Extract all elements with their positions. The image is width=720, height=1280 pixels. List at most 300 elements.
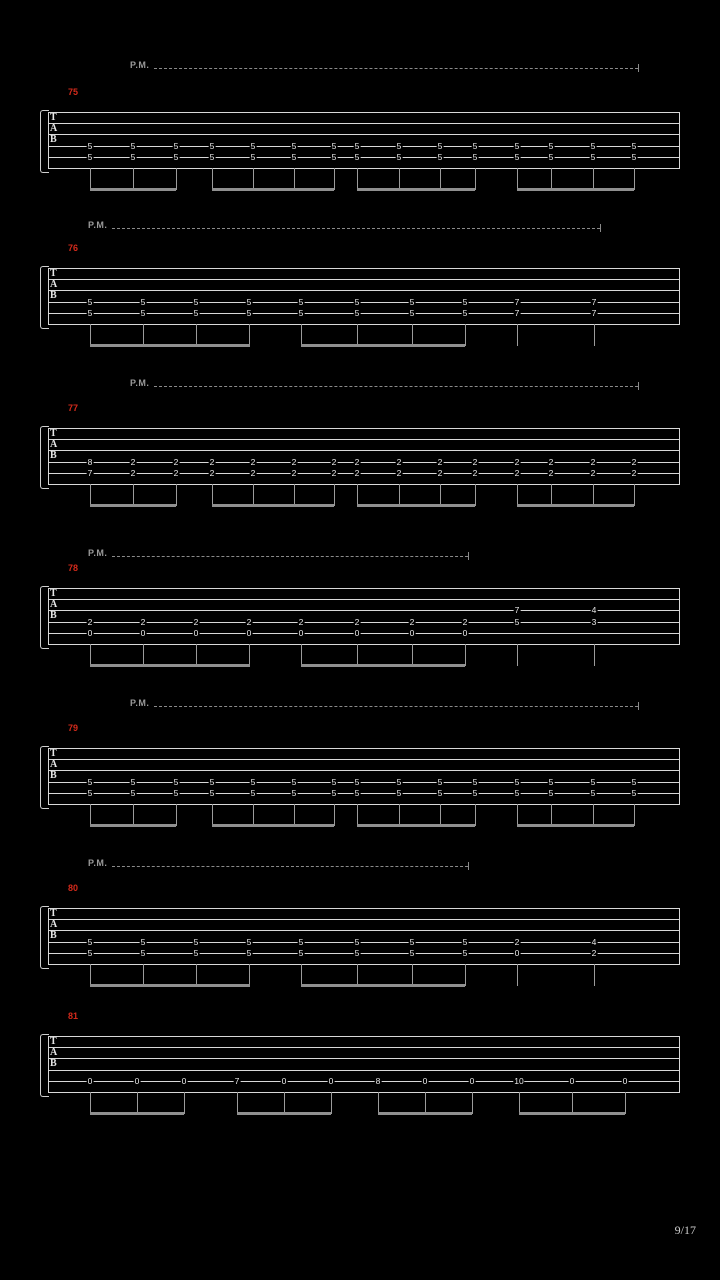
note-stem (294, 168, 295, 190)
note-stem (90, 804, 91, 826)
note-beam (90, 664, 250, 667)
note-beam (378, 1112, 472, 1115)
fret-number: 5 (354, 307, 360, 318)
tab-letter: B (50, 134, 57, 146)
note-stem (357, 168, 358, 190)
note-stem (594, 964, 595, 986)
note-stem (378, 1092, 379, 1114)
tab-letter: A (50, 919, 58, 931)
fret-number: 4 (591, 605, 597, 616)
fret-number: 2 (462, 616, 468, 627)
fret-number: 2 (590, 467, 596, 478)
fret-number: 5 (193, 296, 199, 307)
note-beam (519, 1112, 625, 1115)
palm-mute-label: P.M. (130, 60, 150, 70)
fret-number: 5 (472, 787, 478, 798)
fret-number: 5 (246, 296, 252, 307)
note-stem (133, 168, 134, 190)
note-stem (334, 484, 335, 506)
fret-number: 5 (437, 787, 443, 798)
staff-line (48, 157, 680, 158)
fret-number: 5 (354, 936, 360, 947)
fret-number: 2 (437, 456, 443, 467)
barline-right (679, 908, 680, 964)
staff-line (48, 782, 680, 783)
palm-mute-label: P.M. (88, 858, 108, 868)
barline-right (679, 268, 680, 324)
note-beam (90, 188, 176, 191)
fret-number: 5 (590, 140, 596, 151)
note-stem (357, 484, 358, 506)
fret-number: 5 (548, 151, 554, 162)
palm-mute-label: P.M. (88, 220, 108, 230)
staff-line (48, 290, 680, 291)
fret-number: 5 (514, 787, 520, 798)
barline-left (48, 112, 49, 168)
note-stem (143, 644, 144, 666)
fret-number: 5 (354, 140, 360, 151)
fret-number: 5 (193, 936, 199, 947)
fret-number: 2 (291, 456, 297, 467)
fret-number: 5 (354, 947, 360, 958)
staff-line (48, 473, 680, 474)
note-beam (90, 1112, 184, 1115)
fret-number: 5 (472, 776, 478, 787)
note-stem (253, 804, 254, 826)
note-stem (137, 1092, 138, 1114)
tab-letter: A (50, 759, 58, 771)
staff-line (48, 1058, 680, 1059)
fret-number: 5 (331, 151, 337, 162)
barline-left (48, 908, 49, 964)
fret-number: 5 (631, 787, 637, 798)
fret-number: 5 (193, 947, 199, 958)
note-stem (517, 168, 518, 190)
note-stem (475, 804, 476, 826)
tab-letter: B (50, 1058, 57, 1070)
fret-number: 5 (173, 787, 179, 798)
fret-number: 5 (140, 296, 146, 307)
staff-line (48, 146, 680, 147)
fret-number: 2 (173, 467, 179, 478)
note-stem (399, 804, 400, 826)
note-stem (517, 324, 518, 346)
note-beam (90, 984, 250, 987)
note-stem (475, 484, 476, 506)
barline-left (48, 268, 49, 324)
fret-number: 5 (246, 936, 252, 947)
fret-number: 5 (514, 616, 520, 627)
fret-number: 5 (87, 296, 93, 307)
staff-line (48, 484, 680, 485)
fret-number: 2 (354, 616, 360, 627)
fret-number: 5 (590, 787, 596, 798)
staff-line (48, 279, 680, 280)
measure-number: 75 (68, 87, 79, 97)
fret-number: 0 (193, 627, 199, 638)
fret-number: 5 (291, 151, 297, 162)
note-stem (176, 804, 177, 826)
note-stem (594, 324, 595, 346)
tab-letter: T (50, 112, 57, 123)
palm-mute-dashed-line (112, 228, 600, 229)
fret-number: 5 (409, 936, 415, 947)
note-stem (475, 168, 476, 190)
note-beam (237, 1112, 331, 1115)
note-stem (133, 484, 134, 506)
fret-number: 5 (209, 151, 215, 162)
fret-number: 5 (87, 151, 93, 162)
fret-number: 5 (409, 296, 415, 307)
note-stem (399, 484, 400, 506)
note-stem (253, 168, 254, 190)
tab-letter: B (50, 450, 57, 462)
palm-mute-label: P.M. (130, 698, 150, 708)
fret-number: 5 (472, 140, 478, 151)
tab-letter: A (50, 439, 58, 451)
fret-number: 2 (130, 467, 136, 478)
tab-letter: A (50, 123, 58, 135)
note-stem (412, 644, 413, 666)
note-stem (517, 804, 518, 826)
palm-mute-label: P.M. (130, 378, 150, 388)
barline-right (679, 588, 680, 644)
note-stem (634, 484, 635, 506)
fret-number: 2 (409, 616, 415, 627)
note-stem (440, 168, 441, 190)
fret-number: 5 (298, 296, 304, 307)
tab-staff (48, 748, 680, 805)
fret-number: 0 (462, 627, 468, 638)
note-stem (465, 964, 466, 986)
staff-line (48, 123, 680, 124)
barline-left (48, 748, 49, 804)
palm-mute-dashed-line (112, 866, 468, 867)
note-stem (517, 484, 518, 506)
fret-number: 5 (87, 787, 93, 798)
fret-number: 5 (250, 787, 256, 798)
fret-number: 7 (591, 296, 597, 307)
fret-number: 0 (328, 1075, 334, 1086)
note-stem (212, 804, 213, 826)
fret-number: 0 (422, 1075, 428, 1086)
fret-number: 5 (462, 296, 468, 307)
fret-number: 5 (298, 307, 304, 318)
tab-letter: T (50, 748, 57, 759)
fret-number: 5 (298, 947, 304, 958)
fret-number: 5 (590, 151, 596, 162)
note-stem (357, 804, 358, 826)
fret-number: 2 (209, 456, 215, 467)
fret-number: 5 (331, 140, 337, 151)
note-stem (176, 484, 177, 506)
note-stem (440, 804, 441, 826)
fret-number: 2 (514, 456, 520, 467)
palm-mute-label: P.M. (88, 548, 108, 558)
note-stem (465, 644, 466, 666)
note-stem (301, 324, 302, 346)
note-beam (212, 824, 334, 827)
fret-number: 5 (548, 140, 554, 151)
fret-number: 5 (590, 776, 596, 787)
measure-number: 77 (68, 403, 79, 413)
fret-number: 2 (631, 456, 637, 467)
fret-number: 5 (250, 140, 256, 151)
fret-number: 3 (591, 616, 597, 627)
note-beam (301, 984, 465, 987)
note-stem (357, 964, 358, 986)
note-stem (196, 324, 197, 346)
barline-right (679, 1036, 680, 1092)
fret-number: 5 (437, 140, 443, 151)
fret-number: 5 (87, 776, 93, 787)
fret-number: 5 (87, 947, 93, 958)
staff-line (48, 588, 680, 589)
note-stem (357, 644, 358, 666)
staff-line (48, 804, 680, 805)
note-beam (90, 504, 176, 507)
fret-number: 10 (514, 1075, 524, 1086)
note-stem (143, 324, 144, 346)
palm-mute-end-tick (600, 224, 601, 232)
staff-line (48, 268, 680, 269)
fret-number: 5 (396, 151, 402, 162)
note-beam (212, 188, 334, 191)
note-beam (517, 504, 634, 507)
staff-line (48, 1047, 680, 1048)
fret-number: 5 (396, 776, 402, 787)
fret-number: 2 (331, 456, 337, 467)
tab-staff (48, 112, 680, 169)
staff-line (48, 462, 680, 463)
fret-number: 2 (291, 467, 297, 478)
fret-number: 2 (396, 467, 402, 478)
fret-number: 5 (173, 140, 179, 151)
note-stem (90, 484, 91, 506)
fret-number: 8 (87, 456, 93, 467)
page-number: 9/17 (674, 1223, 696, 1237)
note-beam (301, 344, 465, 347)
note-stem (294, 484, 295, 506)
note-stem (249, 964, 250, 986)
measure-number: 79 (68, 723, 79, 733)
note-stem (90, 1092, 91, 1114)
fret-number: 2 (437, 467, 443, 478)
note-beam (357, 504, 475, 507)
fret-number: 0 (409, 627, 415, 638)
staff-line (48, 748, 680, 749)
fret-number: 2 (472, 456, 478, 467)
fret-number: 5 (246, 947, 252, 958)
note-stem (143, 964, 144, 986)
note-beam (357, 824, 475, 827)
note-beam (90, 824, 176, 827)
fret-number: 5 (250, 151, 256, 162)
tab-letter: B (50, 930, 57, 942)
staff-line (48, 168, 680, 169)
fret-number: 5 (140, 947, 146, 958)
fret-number: 5 (130, 787, 136, 798)
fret-number: 7 (234, 1075, 240, 1086)
fret-number: 5 (246, 307, 252, 318)
staff-line (48, 610, 680, 611)
note-stem (212, 168, 213, 190)
fret-number: 2 (193, 616, 199, 627)
note-stem (249, 644, 250, 666)
fret-number: 0 (87, 627, 93, 638)
staff-line (48, 1092, 680, 1093)
staff-line (48, 439, 680, 440)
note-stem (593, 484, 594, 506)
fret-number: 0 (469, 1075, 475, 1086)
staff-line (48, 599, 680, 600)
palm-mute-end-tick (468, 552, 469, 560)
note-stem (249, 324, 250, 346)
note-beam (357, 188, 475, 191)
fret-number: 2 (354, 467, 360, 478)
fret-number: 5 (409, 947, 415, 958)
note-stem (634, 168, 635, 190)
fret-number: 0 (87, 1075, 93, 1086)
fret-number: 2 (514, 936, 520, 947)
fret-number: 5 (291, 787, 297, 798)
note-stem (594, 644, 595, 666)
staff-line (48, 1036, 680, 1037)
fret-number: 5 (140, 936, 146, 947)
note-stem (551, 484, 552, 506)
fret-number: 5 (130, 776, 136, 787)
fret-number: 0 (514, 947, 520, 958)
note-stem (634, 804, 635, 826)
barline-right (679, 428, 680, 484)
note-stem (90, 168, 91, 190)
fret-number: 0 (281, 1075, 287, 1086)
fret-number: 2 (514, 467, 520, 478)
tab-letter: T (50, 588, 57, 599)
palm-mute-end-tick (638, 64, 639, 72)
palm-mute-dashed-line (154, 68, 638, 69)
note-stem (90, 964, 91, 986)
fret-number: 5 (354, 776, 360, 787)
note-stem (334, 804, 335, 826)
fret-number: 5 (354, 296, 360, 307)
fret-number: 5 (354, 151, 360, 162)
note-stem (284, 1092, 285, 1114)
palm-mute-dashed-line (154, 706, 638, 707)
fret-number: 2 (631, 467, 637, 478)
note-stem (551, 804, 552, 826)
tab-letter: A (50, 599, 58, 611)
fret-number: 0 (140, 627, 146, 638)
fret-number: 5 (331, 787, 337, 798)
palm-mute-end-tick (638, 702, 639, 710)
note-stem (472, 1092, 473, 1114)
fret-number: 5 (209, 787, 215, 798)
fret-number: 5 (87, 936, 93, 947)
note-stem (196, 644, 197, 666)
barline-right (679, 112, 680, 168)
tab-letter: T (50, 908, 57, 919)
fret-number: 7 (591, 307, 597, 318)
note-stem (253, 484, 254, 506)
fret-number: 5 (140, 307, 146, 318)
fret-number: 7 (87, 467, 93, 478)
fret-number: 2 (331, 467, 337, 478)
fret-number: 2 (548, 467, 554, 478)
fret-number: 2 (130, 456, 136, 467)
fret-number: 5 (354, 787, 360, 798)
fret-number: 0 (354, 627, 360, 638)
palm-mute-end-tick (638, 382, 639, 390)
fret-number: 5 (462, 307, 468, 318)
fret-number: 5 (209, 776, 215, 787)
note-stem (301, 964, 302, 986)
tab-letter: B (50, 290, 57, 302)
tab-letter: B (50, 770, 57, 782)
staff-line (48, 450, 680, 451)
fret-number: 5 (514, 151, 520, 162)
fret-number: 2 (250, 456, 256, 467)
note-stem (519, 1092, 520, 1114)
fret-number: 2 (590, 456, 596, 467)
note-stem (399, 168, 400, 190)
staff-line (48, 1070, 680, 1071)
barline-left (48, 588, 49, 644)
palm-mute-end-tick (468, 862, 469, 870)
note-stem (90, 324, 91, 346)
fret-number: 2 (87, 616, 93, 627)
fret-number: 5 (548, 787, 554, 798)
staff-line (48, 908, 680, 909)
tab-letter: T (50, 268, 57, 279)
fret-number: 7 (514, 296, 520, 307)
fret-number: 8 (375, 1075, 381, 1086)
measure-number: 81 (68, 1011, 79, 1021)
note-stem (593, 804, 594, 826)
fret-number: 5 (631, 140, 637, 151)
fret-number: 7 (514, 605, 520, 616)
fret-number: 5 (209, 140, 215, 151)
fret-number: 5 (250, 776, 256, 787)
fret-number: 5 (331, 776, 337, 787)
fret-number: 5 (437, 776, 443, 787)
fret-number: 2 (140, 616, 146, 627)
note-stem (184, 1092, 185, 1114)
fret-number: 5 (130, 151, 136, 162)
note-stem (331, 1092, 332, 1114)
note-stem (517, 964, 518, 986)
staff-line (48, 112, 680, 113)
staff-line (48, 793, 680, 794)
fret-number: 0 (134, 1075, 140, 1086)
note-stem (334, 168, 335, 190)
fret-number: 5 (87, 140, 93, 151)
note-stem (572, 1092, 573, 1114)
fret-number: 2 (396, 456, 402, 467)
palm-mute-dashed-line (112, 556, 468, 557)
fret-number: 7 (514, 307, 520, 318)
note-stem (176, 168, 177, 190)
note-stem (237, 1092, 238, 1114)
note-stem (412, 964, 413, 986)
tab-letter: T (50, 1036, 57, 1047)
note-stem (133, 804, 134, 826)
fret-number: 5 (298, 936, 304, 947)
fret-number: 5 (631, 151, 637, 162)
staff-line (48, 930, 680, 931)
note-beam (517, 188, 634, 191)
fret-number: 5 (631, 776, 637, 787)
